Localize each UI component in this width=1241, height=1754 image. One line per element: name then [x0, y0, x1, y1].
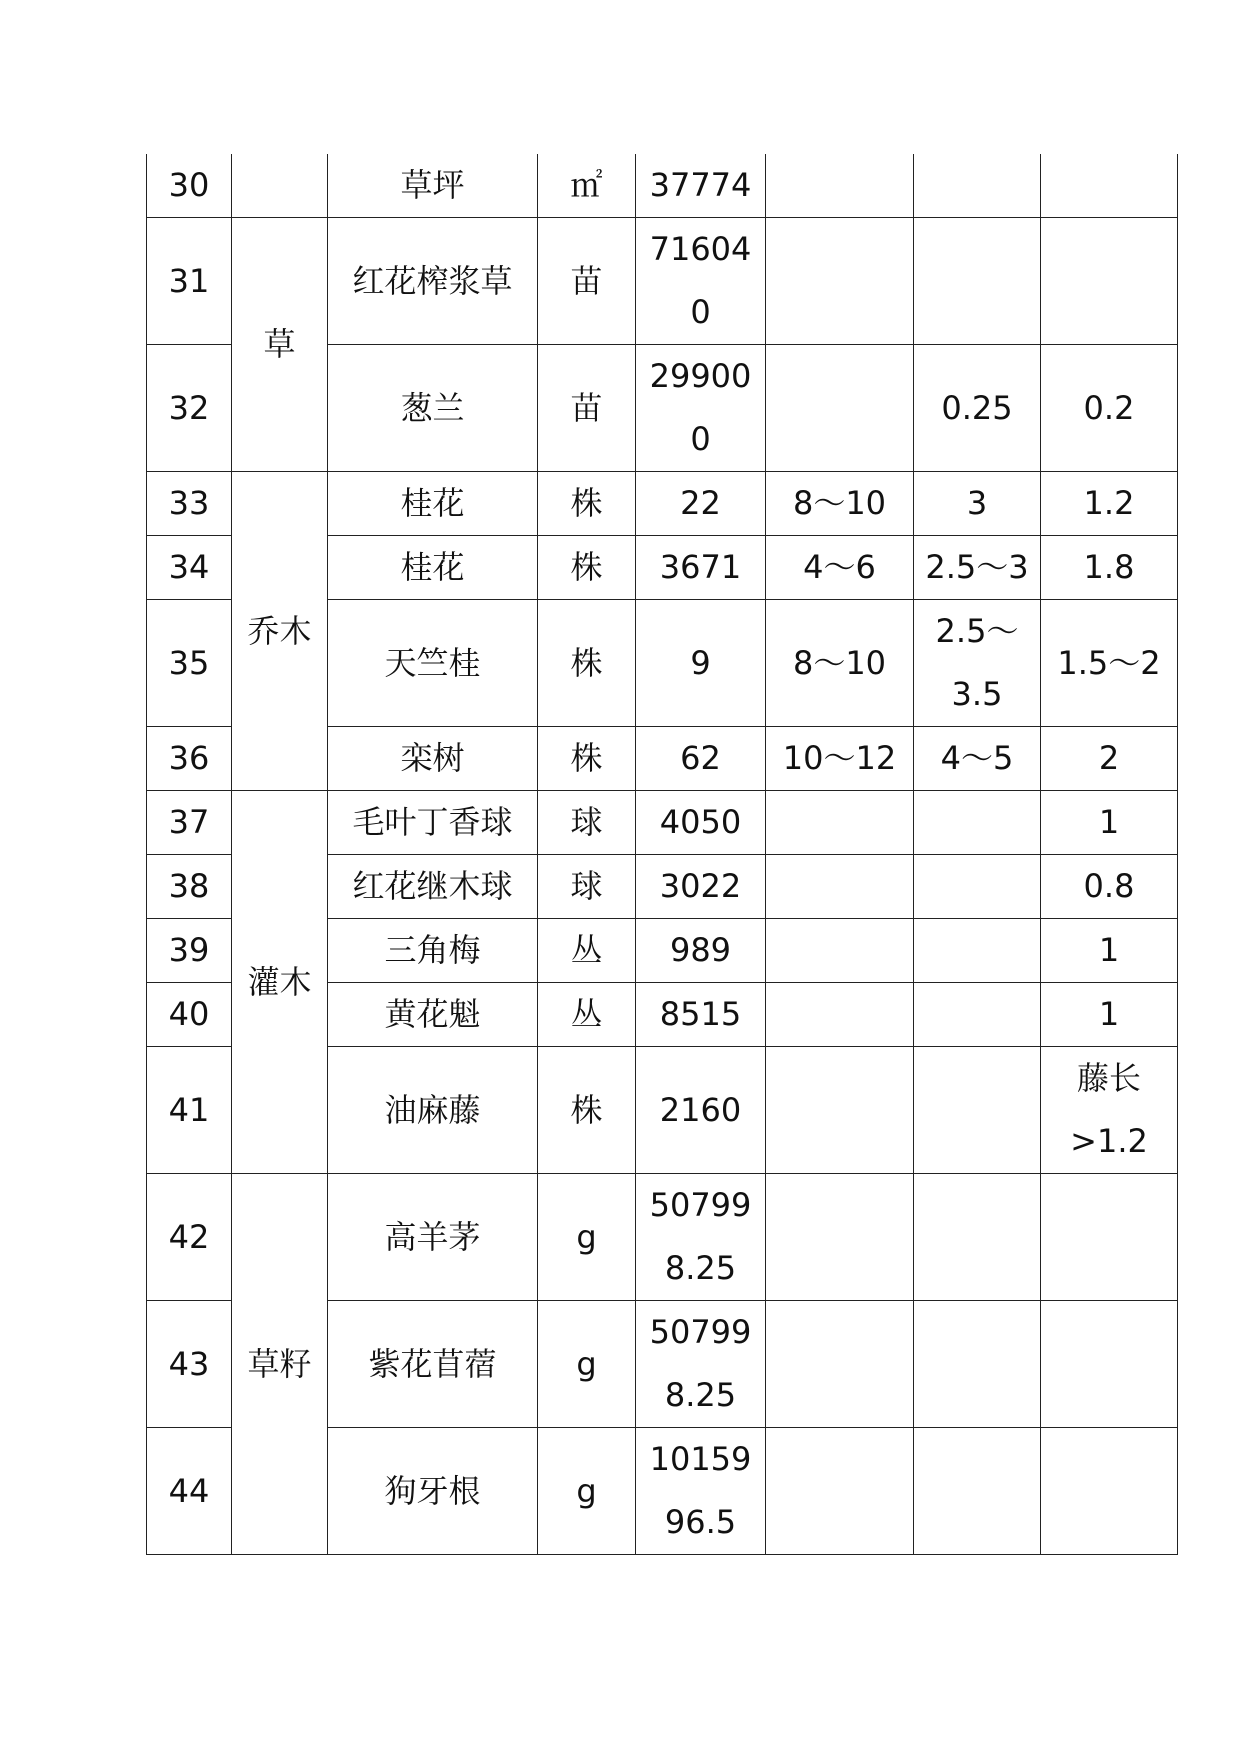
spec-cell-3 — [1041, 1047, 1178, 1174]
quantity-cell: 4050 — [636, 791, 766, 855]
spec-cell-3 — [1041, 218, 1178, 345]
table-row — [147, 1174, 1178, 1301]
plant-name: 高羊茅 — [328, 1174, 538, 1301]
row-number: 33 — [147, 472, 232, 536]
spec-cell-3: 1 — [1041, 791, 1178, 855]
spec-cell-2 — [914, 855, 1041, 919]
spec-line-1: 藤长 — [1076, 1059, 1141, 1097]
spec-cell-2 — [914, 919, 1041, 983]
plant-name: 黄花魁 — [328, 983, 538, 1047]
spec-cell-2: 4～5 — [914, 727, 1041, 791]
quantity-line-2: 0 — [690, 420, 711, 458]
row-number: 39 — [147, 919, 232, 983]
row-number: 34 — [147, 536, 232, 600]
quantity-line-2: 8.25 — [664, 1376, 737, 1414]
unit-cell: g — [538, 1428, 636, 1555]
quantity-cell — [636, 1428, 766, 1555]
plant-name: 紫花苜蓿 — [328, 1301, 538, 1428]
spec-cell-2 — [914, 600, 1041, 727]
plant-name: 红花榨浆草 — [328, 218, 538, 345]
quantity-line-1: 71604 — [649, 230, 752, 268]
quantity-line-2: 96.5 — [664, 1503, 737, 1541]
row-number: 42 — [147, 1174, 232, 1301]
spec-cell-3: 2 — [1041, 727, 1178, 791]
quantity-line-1: 10159 — [649, 1440, 752, 1478]
row-number: 30 — [147, 154, 232, 218]
spec-cell-1 — [766, 1047, 914, 1174]
spec-line-2: 3.5 — [951, 675, 1003, 713]
plant-name: 红花继木球 — [328, 855, 538, 919]
row-number: 41 — [147, 1047, 232, 1174]
unit-cell: 株 — [538, 1047, 636, 1174]
spec-cell-3: 0.2 — [1041, 345, 1178, 472]
unit-cell: 株 — [538, 472, 636, 536]
spec-cell-1: 8～10 — [766, 600, 914, 727]
unit-cell: 苗 — [538, 345, 636, 472]
unit-cell: g — [538, 1301, 636, 1428]
spec-cell-3: 0.8 — [1041, 855, 1178, 919]
quantity-cell — [636, 1174, 766, 1301]
unit-cell: ㎡ — [538, 154, 636, 218]
category-cell: 灌木 — [232, 791, 328, 1174]
spec-cell-2: 2.5～3 — [914, 536, 1041, 600]
row-number: 37 — [147, 791, 232, 855]
spec-cell-2 — [914, 218, 1041, 345]
spec-line-2: >1.2 — [1070, 1122, 1148, 1160]
quantity-cell: 62 — [636, 727, 766, 791]
row-number: 32 — [147, 345, 232, 472]
quantity-line-1: 50799 — [649, 1186, 752, 1224]
spec-cell-3: 1 — [1041, 983, 1178, 1047]
spec-cell-2: 0.25 — [914, 345, 1041, 472]
spec-cell-2: 3 — [914, 472, 1041, 536]
plant-name: 桂花 — [328, 536, 538, 600]
spec-cell-1 — [766, 1428, 914, 1555]
spec-cell-2 — [914, 1174, 1041, 1301]
quantity-line-2: 8.25 — [664, 1249, 737, 1287]
quantity-cell — [636, 1301, 766, 1428]
spec-cell-2 — [914, 791, 1041, 855]
spec-cell-3: 1.2 — [1041, 472, 1178, 536]
spec-cell-1: 10～12 — [766, 727, 914, 791]
quantity-cell: 8515 — [636, 983, 766, 1047]
plant-name: 桂花 — [328, 472, 538, 536]
spec-cell-3 — [1041, 154, 1178, 218]
row-number: 40 — [147, 983, 232, 1047]
spec-cell-3 — [1041, 1428, 1178, 1555]
spec-cell-2 — [914, 1301, 1041, 1428]
spec-cell-1: 8～10 — [766, 472, 914, 536]
quantity-line-2: 0 — [690, 293, 711, 331]
unit-cell: 株 — [538, 536, 636, 600]
spec-cell-2 — [914, 1047, 1041, 1174]
spec-cell-1 — [766, 855, 914, 919]
spec-cell-2 — [914, 154, 1041, 218]
category-cell: 乔木 — [232, 472, 328, 791]
unit-cell: 球 — [538, 791, 636, 855]
plant-name: 三角梅 — [328, 919, 538, 983]
spec-cell-1 — [766, 791, 914, 855]
quantity-line-1: 29900 — [649, 357, 752, 395]
plant-name: 葱兰 — [328, 345, 538, 472]
quantity-cell: 2160 — [636, 1047, 766, 1174]
plant-name: 狗牙根 — [328, 1428, 538, 1555]
quantity-cell: 3671 — [636, 536, 766, 600]
plant-name: 毛叶丁香球 — [328, 791, 538, 855]
row-number: 35 — [147, 600, 232, 727]
spec-cell-3: 1.5～2 — [1041, 600, 1178, 727]
quantity-cell: 37774 — [636, 154, 766, 218]
unit-cell: 苗 — [538, 218, 636, 345]
table-row — [147, 154, 1178, 218]
spec-cell-3: 1 — [1041, 919, 1178, 983]
unit-cell: 株 — [538, 727, 636, 791]
plant-name: 草坪 — [328, 154, 538, 218]
row-number: 31 — [147, 218, 232, 345]
table-row — [147, 472, 1178, 536]
quantity-cell: 3022 — [636, 855, 766, 919]
spec-cell-2 — [914, 983, 1041, 1047]
spec-cell-1 — [766, 919, 914, 983]
plant-name: 天竺桂 — [328, 600, 538, 727]
unit-cell: 株 — [538, 600, 636, 727]
spec-cell-3 — [1041, 1174, 1178, 1301]
spec-cell-1 — [766, 1174, 914, 1301]
spec-cell-3 — [1041, 1301, 1178, 1428]
table-row — [147, 218, 1178, 345]
category-cell — [232, 154, 328, 218]
quantity-cell — [636, 218, 766, 345]
row-number: 36 — [147, 727, 232, 791]
spec-cell-2 — [914, 1428, 1041, 1555]
quantity-cell — [636, 345, 766, 472]
spec-cell-3: 1.8 — [1041, 536, 1178, 600]
quantity-cell: 989 — [636, 919, 766, 983]
spec-cell-1 — [766, 345, 914, 472]
spec-cell-1 — [766, 983, 914, 1047]
row-number: 38 — [147, 855, 232, 919]
plant-name: 油麻藤 — [328, 1047, 538, 1174]
category-cell: 草 — [232, 218, 328, 472]
quantity-cell: 9 — [636, 600, 766, 727]
spec-cell-1: 4～6 — [766, 536, 914, 600]
table-row — [147, 791, 1178, 855]
category-cell: 草籽 — [232, 1174, 328, 1555]
spec-cell-1 — [766, 218, 914, 345]
quantity-line-1: 50799 — [649, 1313, 752, 1351]
row-number: 43 — [147, 1301, 232, 1428]
spec-line-1: 2.5～ — [935, 612, 1019, 650]
unit-cell: 丛 — [538, 983, 636, 1047]
row-number: 44 — [147, 1428, 232, 1555]
plant-name: 栾树 — [328, 727, 538, 791]
unit-cell: 球 — [538, 855, 636, 919]
unit-cell: g — [538, 1174, 636, 1301]
plant-table — [146, 154, 1178, 1555]
spec-cell-1 — [766, 154, 914, 218]
quantity-cell: 22 — [636, 472, 766, 536]
spec-cell-1 — [766, 1301, 914, 1428]
unit-cell: 丛 — [538, 919, 636, 983]
